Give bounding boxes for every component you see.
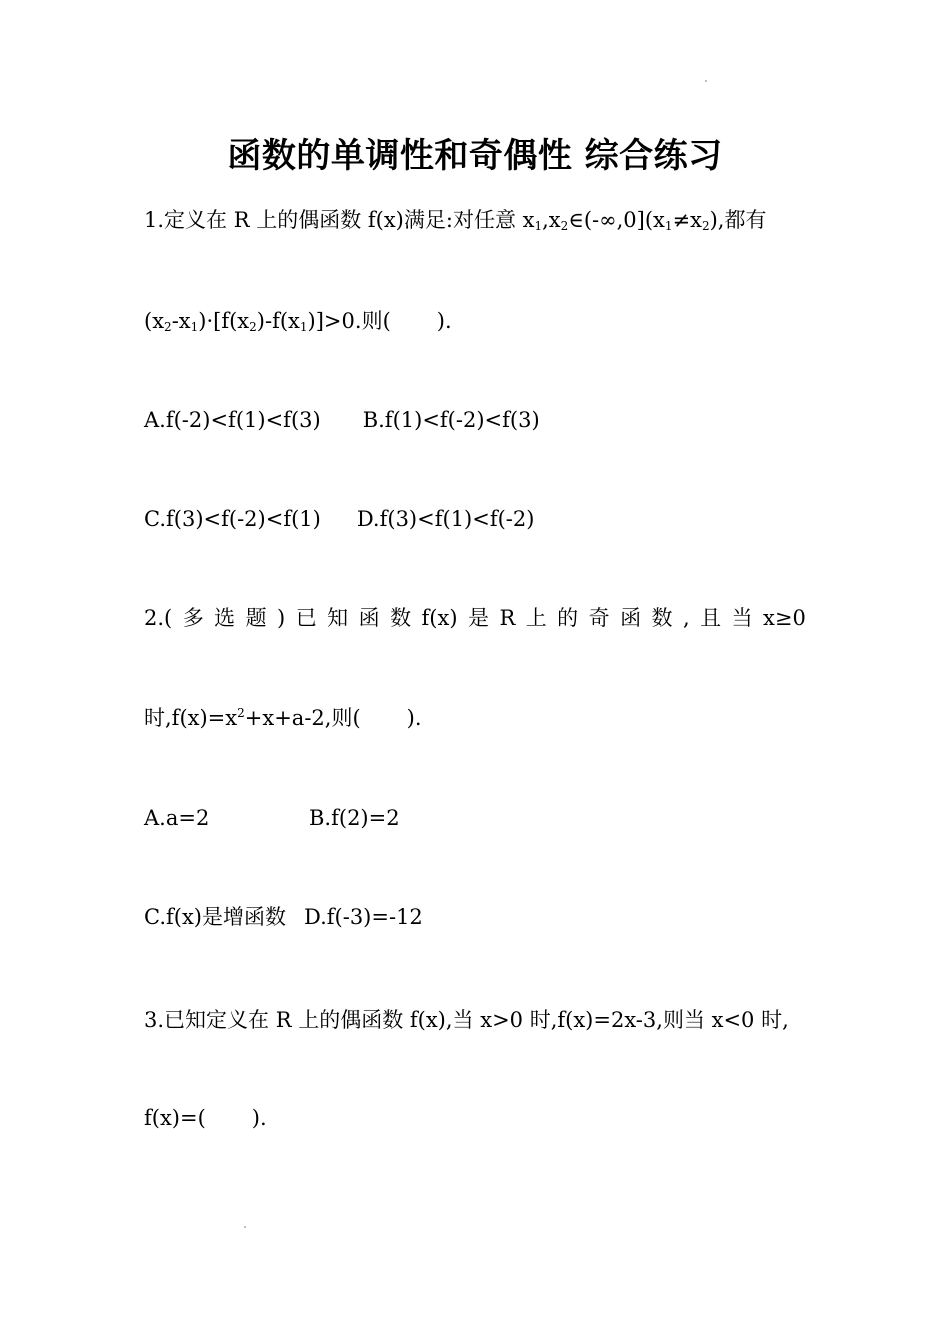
q2-option-b[interactable]: B.f(2)=2 [309,806,400,830]
scan-speck [705,80,707,82]
q2-option-a[interactable]: A.a=2 [144,806,210,830]
q1-stem-line1: 1.定义在 R 上的偶函数 f(x)满足:对任意 $x_1,x_2\in(-\infty,0](x_1\ne x_2)$,都有 [144,208,767,233]
q1-option-d[interactable]: D.f(3)<f(1)<f(-2) [356,507,535,531]
q2-option-c[interactable]: C.f(x)是增函数 [144,905,286,929]
q1-option-b[interactable]: B.f(1)<f(-2)<f(3) [362,408,540,432]
q2-stem-line2: 时$,f(x)=x^2+x+a-2$,则( ). [144,706,422,730]
q2-options-row2 [144,905,423,930]
q2-stem-line1: 2.( 多 选 题 ) 已 知 函 数 f(x) 是 R 上 的 奇 函 数 , 且 当 x≥0 [144,606,806,630]
q2-option-d[interactable]: D.f(-3)=-12 [304,905,423,929]
q1-options-row2 [144,507,534,532]
q1-stem-line2: $(x_2-x_1)\cdot[f(x_2)-f(x_1)]>0$.则( ). [144,309,452,334]
page-title: 函数的单调性和奇偶性 综合练习 [227,136,723,176]
q3-stem-line2: f(x)=( ). [144,1106,267,1130]
q3-stem-line1: 3.已知定义在 R 上的偶函数 f(x),当 x>0 时,f(x)=2x-3,则当 x<0 时, [144,1008,789,1032]
q2-options-row1 [144,806,400,831]
q1-options-row1 [144,408,540,433]
q1-option-c[interactable]: C.f(3)<f(-2)<f(1) [144,507,321,531]
q1-option-a[interactable]: A.f(-2)<f(1)<f(3) [144,408,321,432]
scan-speck [244,1226,246,1228]
